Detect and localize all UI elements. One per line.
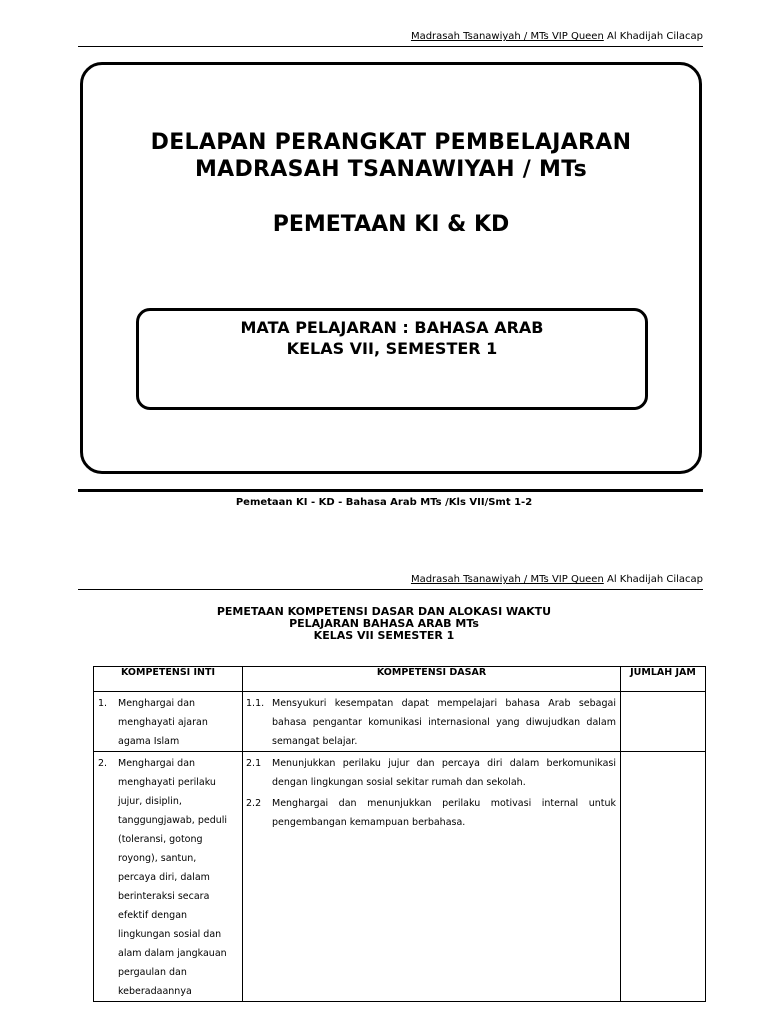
class-semester: KELAS VII, SEMESTER 1 xyxy=(286,339,498,358)
header-jam: JUMLAH JAM xyxy=(621,667,706,692)
kd-text: Mensyukuri kesempatan dapat mempelajari bahasa Arab sebagai bahasa pengantar komunikasi internasional yang diwujudkan dalam semangat belajar. xyxy=(272,698,616,747)
ki-cell xyxy=(94,752,243,1002)
header-school-underlined: Madrasah Tsanawiyah / MTs VIP Queen xyxy=(410,574,604,585)
kd-number: 2.2 xyxy=(246,798,262,809)
ki-number: 1. xyxy=(98,698,108,709)
mapping-title-line2: PELAJARAN BAHASA ARAB MTs xyxy=(289,617,479,630)
cover-box xyxy=(80,62,702,474)
page-header xyxy=(78,30,703,47)
cover-title xyxy=(83,129,699,183)
ki-text: Menghargai dan menghayati ajaran agama Islam xyxy=(118,698,208,747)
page2-header xyxy=(78,573,703,590)
ki-number: 2. xyxy=(98,758,108,769)
cover-subtitle: PEMETAAN KI & KD xyxy=(272,212,510,237)
cover-title-line2: MADRASAH TSANAWIYAH / MTs xyxy=(194,157,588,182)
header-ki: KOMPETENSI INTI xyxy=(94,667,243,692)
subject-name: MATA PELAJARAN : BAHASA ARAB xyxy=(240,318,544,337)
kd-item xyxy=(243,752,620,792)
header-kd: KOMPETENSI DASAR xyxy=(243,667,621,692)
kd-cell xyxy=(243,752,621,1002)
table-row xyxy=(94,692,706,752)
kd-text: Menghargai dan menunjukkan perilaku motivasi internal untuk pengembangan kemampuan berbahasa. xyxy=(272,798,616,828)
subject-info xyxy=(139,317,645,359)
page-footer: Pemetaan KI - KD - Bahasa Arab MTs /Kls VII/Smt 1-2 xyxy=(235,497,533,508)
kd-number: 1.1. xyxy=(246,698,265,709)
kd-item xyxy=(243,692,620,751)
table-row xyxy=(94,752,706,1002)
header-school-rest: Al Khadijah Cilacap xyxy=(603,31,703,42)
table-header-row xyxy=(94,667,706,692)
mapping-title xyxy=(0,606,768,642)
kd-item xyxy=(243,792,620,832)
subject-box xyxy=(136,308,648,410)
kd-cell xyxy=(243,692,621,752)
ki-text: Menghargai dan menghayati perilaku jujur, disiplin, tanggungjawab, peduli (toleransi, gotong royong), santun, percaya diri, dalam berinteraksi secara efektif dengan lingkungan sosial dan alam dalam jangkauan pergaulan dan keberadaannya xyxy=(118,758,228,997)
kd-number: 2.1 xyxy=(246,758,262,769)
header-school-rest: Al Khadijah Cilacap xyxy=(603,574,703,585)
jam-cell xyxy=(621,692,706,752)
ki-kd-table xyxy=(93,666,706,1002)
page-footer-rule xyxy=(78,489,703,492)
header-school-underlined: Madrasah Tsanawiyah / MTs VIP Queen xyxy=(410,31,604,42)
mapping-title-line3: KELAS VII SEMESTER 1 xyxy=(313,629,455,642)
ki-cell xyxy=(94,692,243,752)
mapping-title-line1: PEMETAAN KOMPETENSI DASAR DAN ALOKASI WAKTU xyxy=(216,605,552,618)
cover-title-line1: DELAPAN PERANGKAT PEMBELAJARAN xyxy=(150,130,632,155)
kd-text: Menunjukkan perilaku jujur dan percaya diri dalam berkomunikasi dengan lingkungan sosial sekitar rumah dan sekolah. xyxy=(272,758,616,788)
jam-cell xyxy=(621,752,706,1002)
